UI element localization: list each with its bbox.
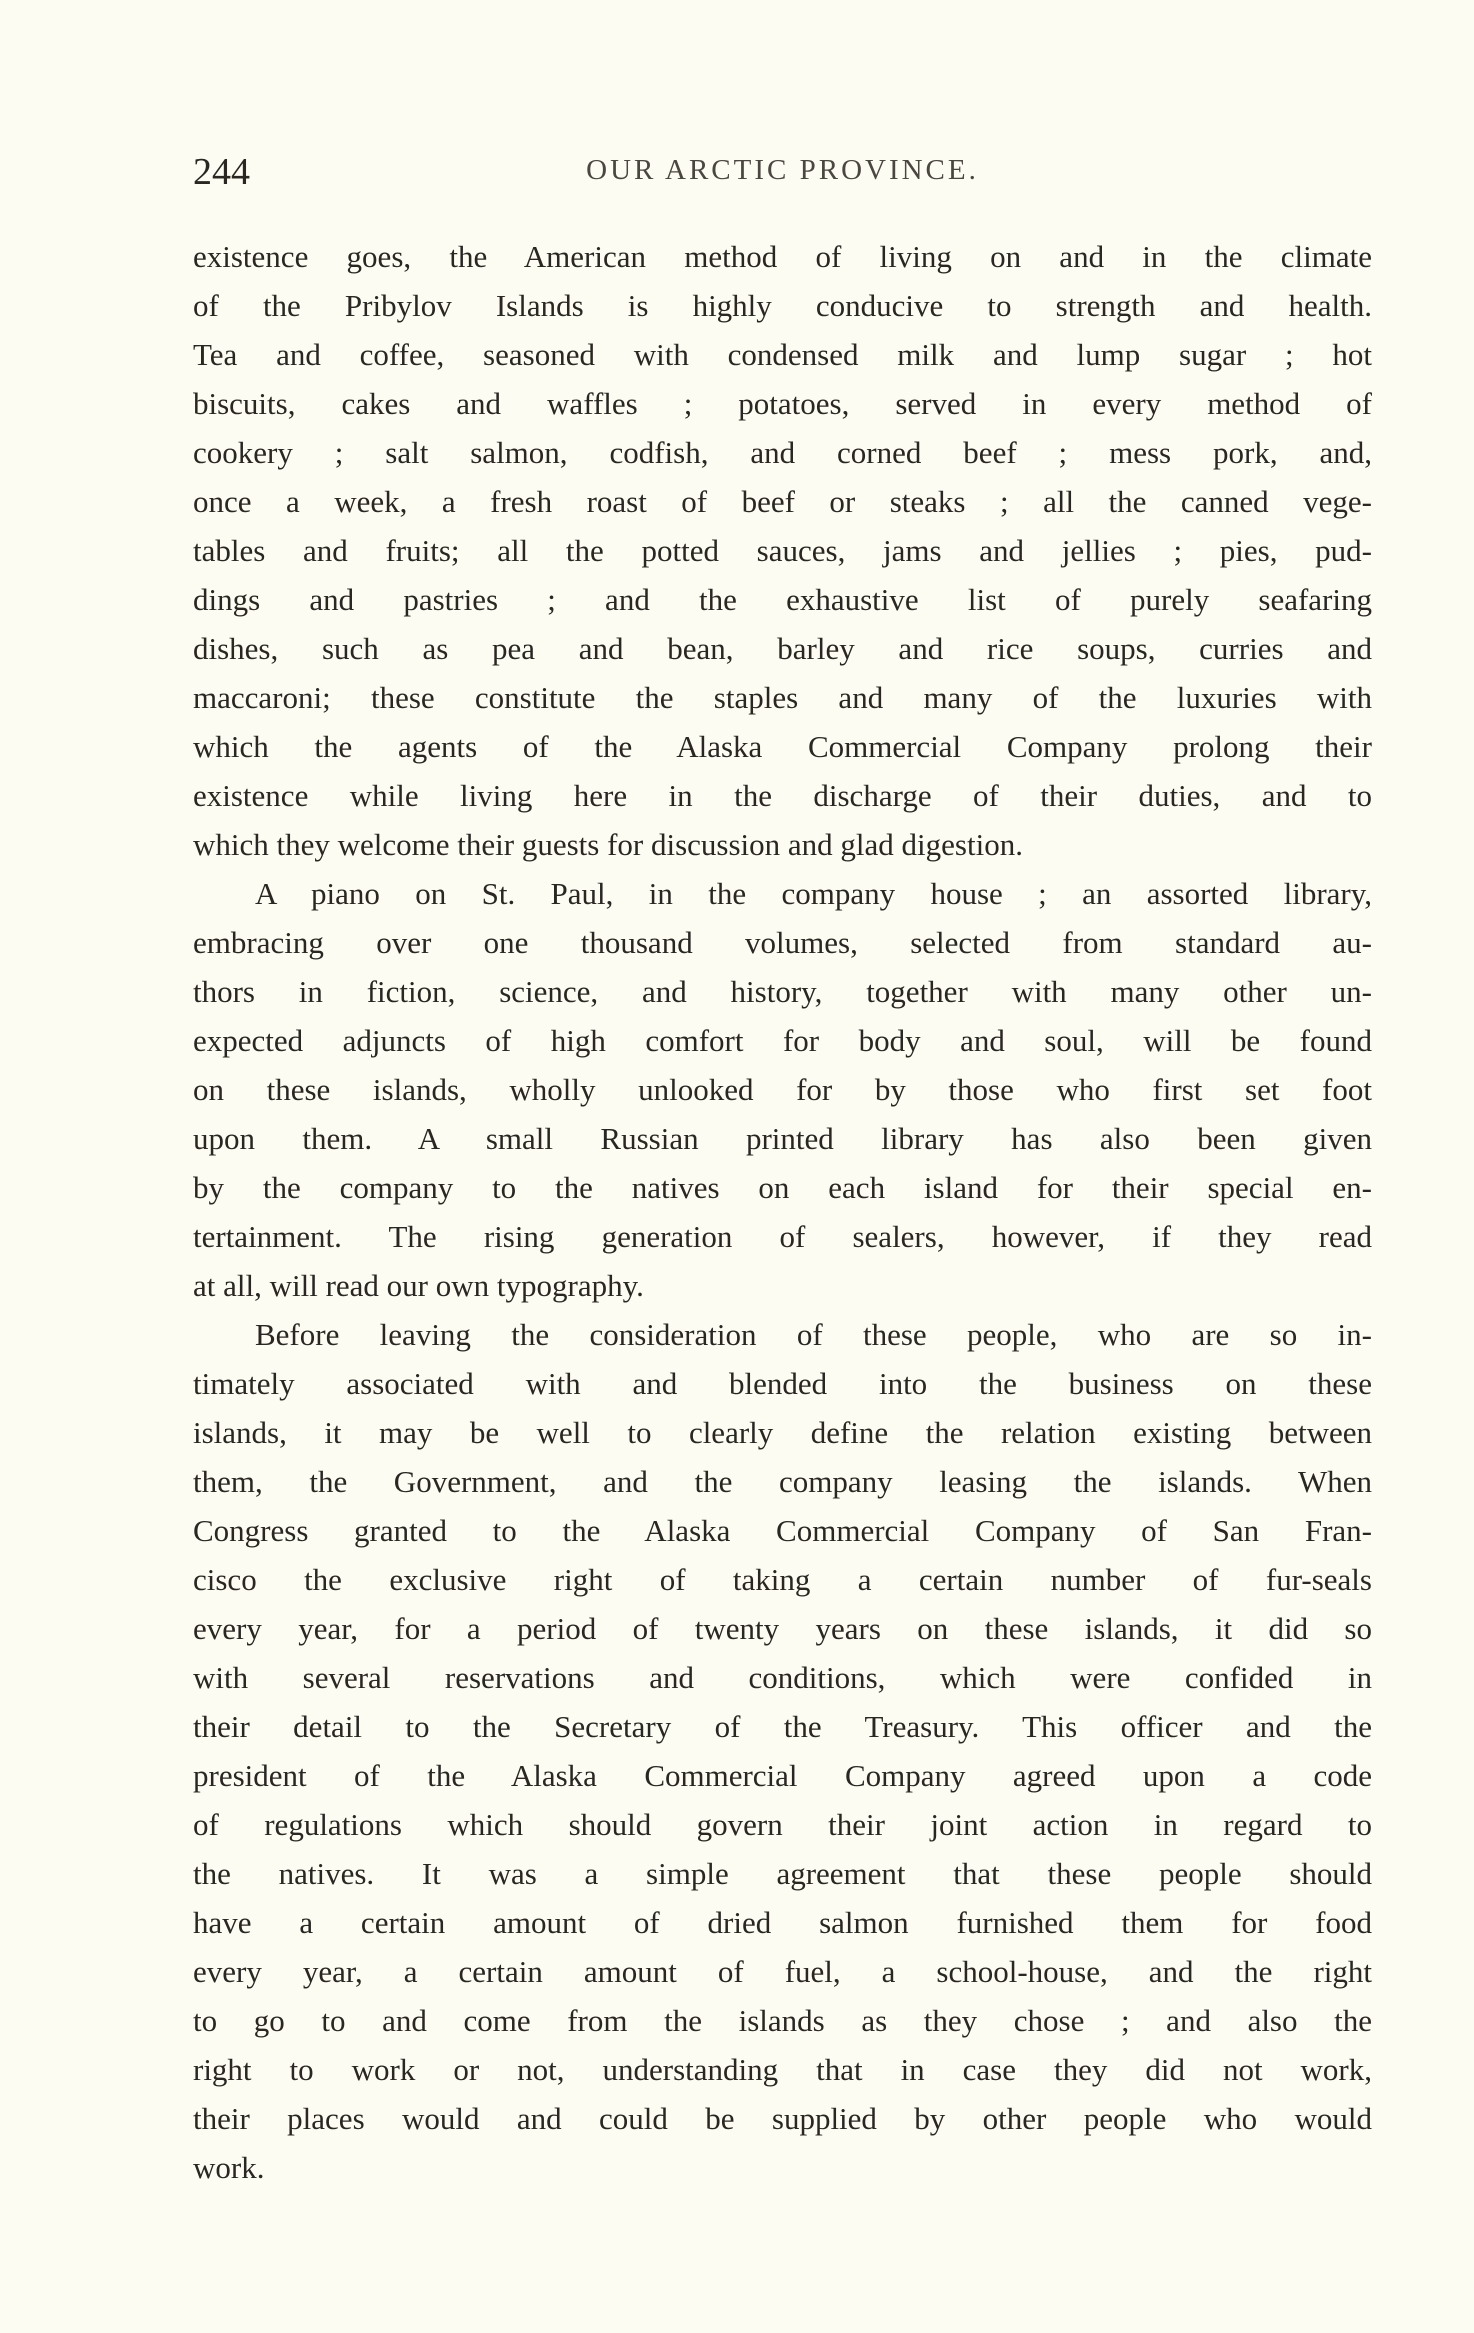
text-line: existence goes, the American method of living on and in the climate xyxy=(193,239,1372,274)
paragraph xyxy=(193,232,1372,869)
text-line: once a week, a fresh roast of beef or steaks ; all the canned vege- xyxy=(193,484,1372,519)
text-line: their detail to the Secretary of the Treasury. This officer and the xyxy=(193,1709,1372,1744)
text-line: which the agents of the Alaska Commercial Company prolong their xyxy=(193,729,1372,764)
text-line: right to work or not, understanding that in case they did not work, xyxy=(193,2052,1372,2087)
text-line: expected adjuncts of high comfort for body and soul, will be found xyxy=(193,1023,1372,1058)
text-line: dings and pastries ; and the exhaustive list of purely seafaring xyxy=(193,582,1372,617)
text-line: them, the Government, and the company leasing the islands. When xyxy=(193,1464,1372,1499)
text-line: cookery ; salt salmon, codfish, and corned beef ; mess pork, and, xyxy=(193,435,1372,470)
text-line: work. xyxy=(193,2150,265,2185)
text-line: on these islands, wholly unlooked for by those who first set foot xyxy=(193,1072,1372,1107)
text-line: with several reservations and conditions, which were confided in xyxy=(193,1660,1372,1695)
text-line: Congress granted to the Alaska Commercial Company of San Fran- xyxy=(193,1513,1372,1548)
text-line: the natives. It was a simple agreement that these people should xyxy=(193,1856,1372,1891)
text-line: at all, will read our own typography. xyxy=(193,1268,644,1303)
text-line: of the Pribylov Islands is highly conducive to strength and health. xyxy=(193,288,1372,323)
text-line: to go to and come from the islands as they chose ; and also the xyxy=(193,2003,1372,2038)
text-line: have a certain amount of dried salmon furnished them for food xyxy=(193,1905,1372,1940)
text-line: A piano on St. Paul, in the company house ; an assorted library, xyxy=(255,876,1372,911)
text-line: which they welcome their guests for discussion and glad digestion. xyxy=(193,827,1023,862)
paragraph xyxy=(193,869,1372,1310)
text-line: every year, for a period of twenty years on these islands, it did so xyxy=(193,1611,1372,1646)
text-line: by the company to the natives on each island for their special en- xyxy=(193,1170,1372,1205)
text-line: Tea and coffee, seasoned with condensed milk and lump sugar ; hot xyxy=(193,337,1372,372)
text-line: embracing over one thousand volumes, selected from standard au- xyxy=(193,925,1372,960)
running-title: OUR ARCTIC PROVINCE. xyxy=(586,154,979,186)
text-line: tertainment. The rising generation of sealers, however, if they read xyxy=(193,1219,1372,1254)
text-line: upon them. A small Russian printed library has also been given xyxy=(193,1121,1372,1156)
text-line: existence while living here in the discharge of their duties, and to xyxy=(193,778,1372,813)
text-line: Before leaving the consideration of these people, who are so in- xyxy=(255,1317,1372,1352)
text-line: president of the Alaska Commercial Company agreed upon a code xyxy=(193,1758,1372,1793)
page-body xyxy=(193,232,1372,2192)
text-line: maccaroni; these constitute the staples and many of the luxuries with xyxy=(193,680,1372,715)
text-line: of regulations which should govern their joint action in regard to xyxy=(193,1807,1372,1842)
paragraph xyxy=(193,1310,1372,2192)
text-line: biscuits, cakes and waffles ; potatoes, served in every method of xyxy=(193,386,1372,421)
text-line: cisco the exclusive right of taking a certain number of fur-seals xyxy=(193,1562,1372,1597)
text-line: every year, a certain amount of fuel, a school-house, and the right xyxy=(193,1954,1372,1989)
text-line: islands, it may be well to clearly define the relation existing between xyxy=(193,1415,1372,1450)
text-line: their places would and could be supplied by other people who would xyxy=(193,2101,1372,2136)
text-line: timately associated with and blended into the business on these xyxy=(193,1366,1372,1401)
text-line: tables and fruits; all the potted sauces, jams and jellies ; pies, pud- xyxy=(193,533,1372,568)
text-line: thors in fiction, science, and history, together with many other un- xyxy=(193,974,1372,1009)
page-number: 244 xyxy=(193,151,250,193)
page-header xyxy=(193,150,1372,200)
text-line: dishes, such as pea and bean, barley and rice soups, curries and xyxy=(193,631,1372,666)
